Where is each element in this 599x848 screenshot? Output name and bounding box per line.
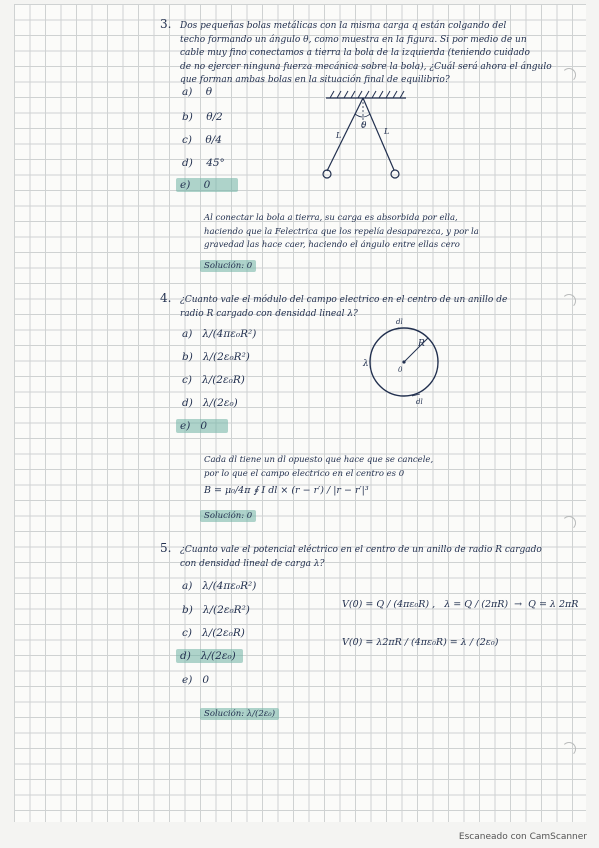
- q3-option-b: [182, 111, 223, 125]
- scanner-watermark: Escaneado con CamScanner: [458, 832, 587, 842]
- q4-option-text: λ/(2ε₀R²): [202, 351, 250, 363]
- q3-explanation: Al conectar la bola a tierra, su carga es absorbida por ella, haciendo que la Felectrica que los repelía desaparezca, y por la gravedad las hace caer, haciendo el ángulo entre ellas cero: [204, 213, 479, 250]
- center-label: 0: [398, 366, 403, 374]
- q5-option-letter: b): [182, 604, 193, 616]
- punch-hole: [562, 294, 576, 308]
- q4-option-letter: a): [182, 328, 193, 340]
- answer-highlight: [176, 419, 228, 433]
- q3-option-text: 45°: [206, 157, 225, 169]
- q4-number: 4.: [160, 291, 172, 305]
- q4-option-e: [176, 420, 228, 434]
- punch-hole: [562, 742, 576, 756]
- q3-option-e: [176, 179, 238, 193]
- q5-option-text: λ/(4πε₀R²): [202, 580, 257, 592]
- q4-option-letter: e): [180, 420, 191, 432]
- punch-hole: [562, 68, 576, 82]
- theta-label: θ: [361, 121, 367, 131]
- q4-option-c: [182, 374, 245, 388]
- q4-option-text: λ/(2ε₀R): [202, 374, 245, 386]
- q4-option-text: λ/(4πε₀R²): [202, 328, 257, 340]
- length-label-left: L: [336, 131, 342, 140]
- q5-option-d: [176, 650, 243, 664]
- q5-option-b: [182, 604, 250, 618]
- q3-pendulum-figure: [314, 90, 424, 182]
- q4-solution-text: Solución: 0: [200, 510, 256, 522]
- q5-option-text: λ/(2ε₀R): [202, 627, 245, 639]
- q5-option-text: 0: [202, 674, 210, 686]
- q3-option-letter: a): [182, 86, 193, 98]
- grid-paper-sheet: [14, 4, 586, 822]
- q3-option-letter: e): [180, 179, 191, 191]
- q3-option-text: θ: [205, 86, 213, 98]
- answer-highlight: [176, 649, 243, 663]
- q3-option-d: [182, 157, 225, 171]
- q5-option-letter: e): [182, 674, 193, 686]
- q3-option-a: [182, 86, 212, 100]
- q5-stem: ¿Cuanto vale el potencial eléctrico en el centro de un anillo de radio R cargado con densidad lineal de carga λ?: [180, 545, 542, 569]
- q4-ring-figure: [362, 316, 452, 408]
- q3-stem: Dos pequeñas bolas metálicas con la misma carga q están colgando del techo formando un ángulo θ, como muestra en la figura. Si por medio de un cable muy fino conectamos a tierra la bola de la izquierda (teniendo cuidado de no ejercer ninguna fuerza mecánica sobre la bola), ¿Cuál será ahora el ángulo que forman ambas bolas en la situación final de equilibrio?: [180, 21, 552, 85]
- q3-solution: [200, 260, 256, 274]
- q5-option-c: [182, 627, 245, 641]
- punch-hole: [562, 516, 576, 530]
- q4-solution: [200, 510, 256, 524]
- q5-number: 5.: [160, 541, 172, 555]
- q5-option-text: λ/(2ε₀R²): [202, 604, 250, 616]
- q5-solution: [200, 708, 279, 722]
- q5-option-letter: d): [180, 650, 191, 662]
- q4-option-d: [182, 397, 238, 411]
- q5-solution-text: Solución: λ/(2ε₀): [200, 708, 279, 720]
- q4-option-letter: d): [182, 397, 193, 409]
- q5-work-line-2: V(0) = λ2πR / (4πε₀R) = λ / (2ε₀): [342, 637, 499, 648]
- lambda-label: λ: [363, 359, 369, 369]
- q4-option-text: 0: [200, 420, 208, 432]
- q3-option-text: 0: [203, 179, 211, 191]
- q5-work-line-1: V(0) = Q / (4πε₀R) , λ = Q / (2πR) → Q = λ 2πR: [342, 599, 579, 610]
- q4-stem: ¿Cuanto vale el módulo del campo electrico en el centro de un anillo de radio R cargado con densidad lineal λ?: [180, 295, 508, 319]
- q4-option-a: [182, 328, 256, 342]
- q3-option-letter: c): [182, 134, 192, 146]
- q4-option-letter: c): [182, 374, 192, 386]
- q4-option-b: [182, 351, 250, 365]
- q5-option-e: [182, 674, 209, 688]
- radius-label: R: [418, 339, 425, 349]
- q4-formula: B = μ₀/4π ∮ I dl × (r − r′) / |r − r′|³: [204, 485, 369, 496]
- q4-option-text: λ/(2ε₀): [202, 397, 238, 409]
- dl-bottom-label: dl: [416, 398, 423, 406]
- q3-option-letter: b): [182, 111, 193, 123]
- q3-option-text: θ/2: [206, 111, 223, 123]
- q5-option-a: [182, 580, 256, 594]
- q5-option-letter: a): [182, 580, 193, 592]
- q3-number: 3.: [160, 17, 172, 31]
- length-label-right: L: [384, 127, 390, 136]
- q4-explanation: Cada dl tiene un dl opuesto que hace que se cancele, por lo que el campo electrico en el centro es 0: [204, 455, 434, 479]
- q5-option-letter: c): [182, 627, 192, 639]
- dl-top-label: dl: [396, 318, 403, 326]
- q3-solution-text: Solución: 0: [200, 260, 256, 272]
- q5-option-text: λ/(2ε₀): [200, 650, 236, 662]
- q4-option-letter: b): [182, 351, 193, 363]
- q3-option-text: θ/4: [205, 134, 222, 146]
- answer-highlight: [176, 178, 238, 192]
- q3-option-c: [182, 134, 222, 148]
- q3-option-letter: d): [182, 157, 193, 169]
